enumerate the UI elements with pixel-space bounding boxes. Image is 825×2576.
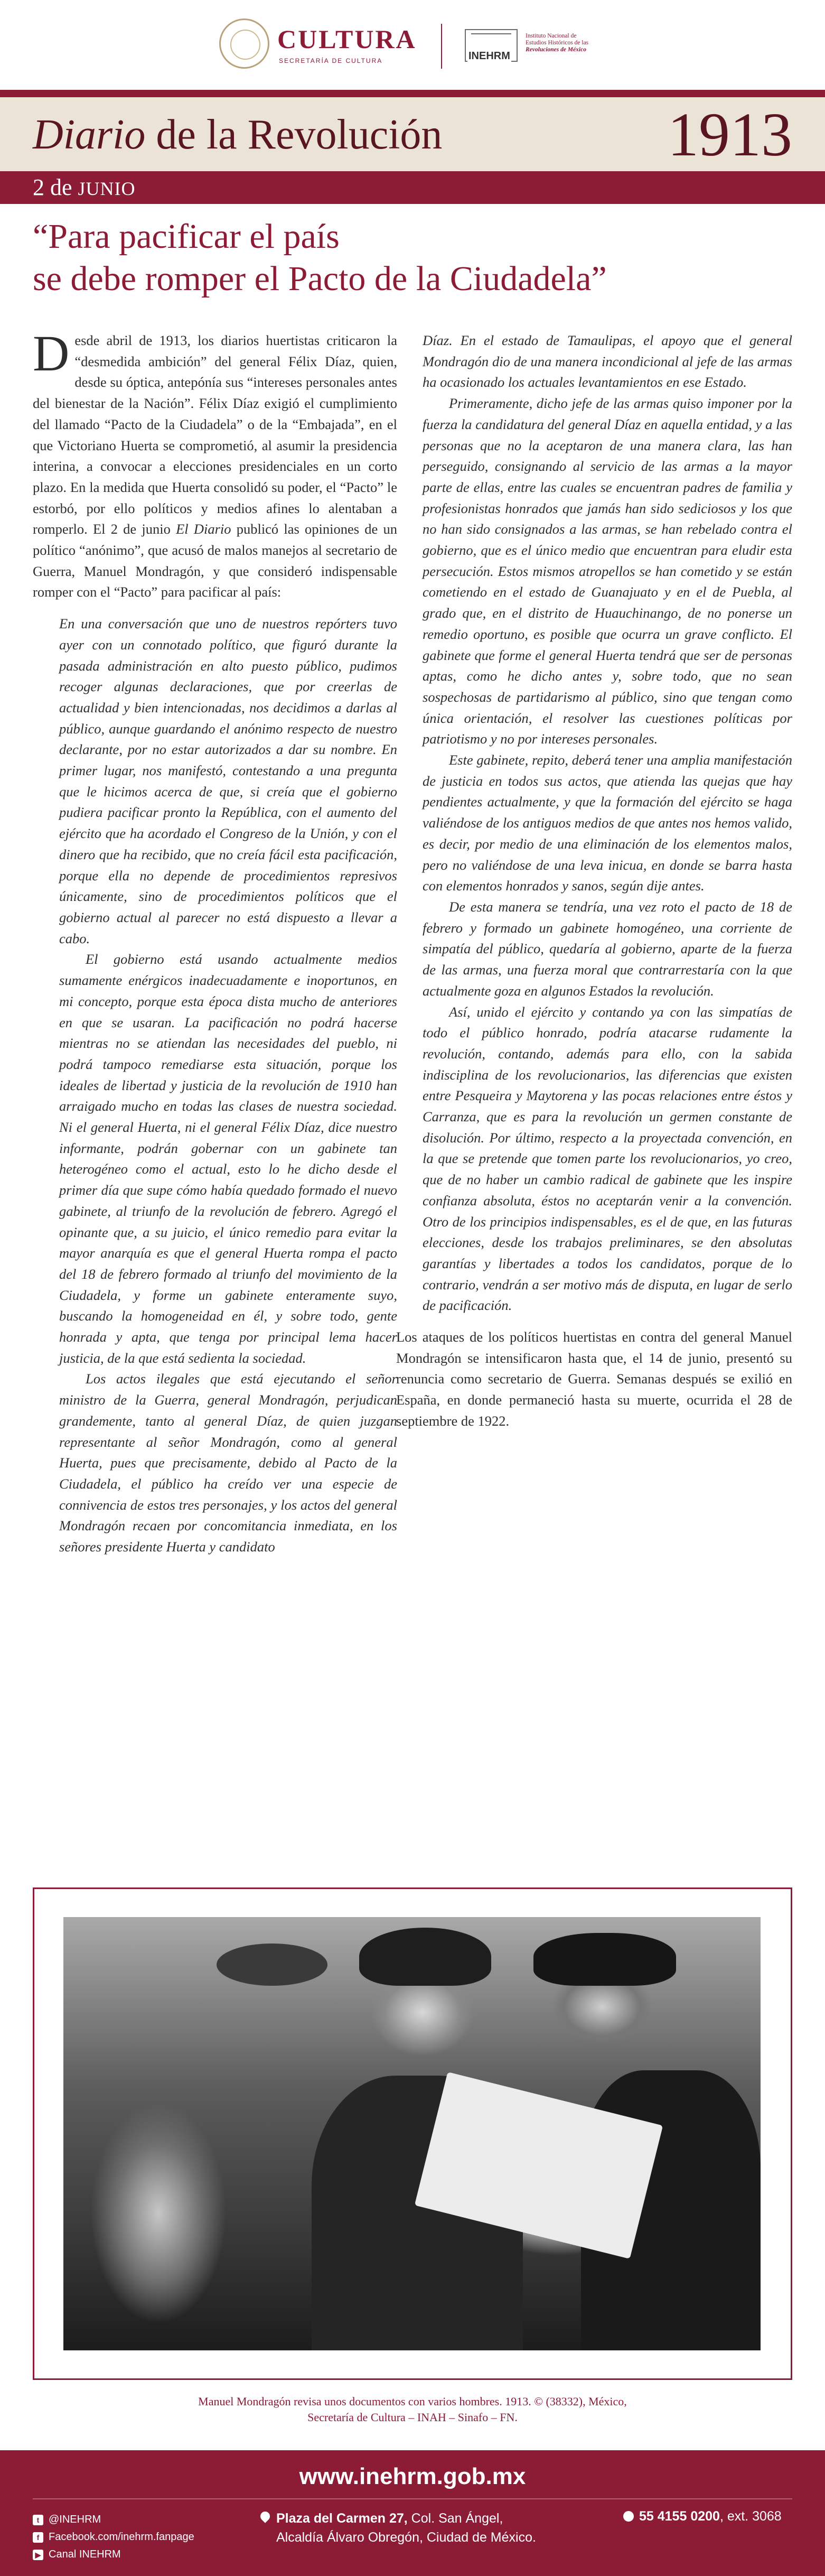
logo-divider	[441, 24, 442, 69]
youtube-icon: ▶	[33, 2550, 43, 2560]
phone-icon	[623, 2511, 634, 2522]
twitter-link[interactable]: t @INEHRM	[33, 2511, 194, 2528]
series-title: Diario de la Revolución	[33, 111, 443, 158]
date: 2 de JUNIO	[33, 174, 136, 200]
quote-paragraph: Así, unido el ejército y contando ya con las simpatías de todo el público honrado, podría atacarse rudamente la revolución, contando, además para ello, con la sabida indisciplina de los revolucionarios, las diferencias que existen entre Pesqueira y Maytorena y las pocas relaciones entre éstos y Carranza, que es para la revolución un germen constante de disolución. Por último, respecto a la proyectada convención, en la que se pretende que tomen parte los revolucionarios, yo creo, que de no haber un cambio radical de gabinete que les inspire confianza absoluta, éstos no aceptarán venir a la convención. Otro de los principios indispensables, es el de que, en las futuras elecciones, desde los trabajos preliminares, se den absolutas garantías y libertades a todos los candidatos, porque de lo contrario, vendrán a ser motivo más de disputa, en lugar de serlo de pacificación.	[423, 1003, 792, 1314]
photo-caption: Manuel Mondragón revisa unos documentos con varios hombres. 1913. © (38332), México, Secretaría de Cultura – INAH – Sinafo – FN.	[198, 2395, 627, 2424]
twitter-icon: t	[33, 2515, 43, 2525]
quote-paragraph: Primeramente, dicho jefe de las armas quiso imponer por la fuerza la candidatura del general Díaz en aquella entidad, y a las personas que no la aceptaron de una manera clara, las han perseguido, consignando al servicio de las armas a la mayor parte de ellas, entre las cuales se encuentran padres de familia y profesionistas honrados que jamás han sido sediciosos y los que no han sido consignados a las armas, se han rebelado contra el gobierno, que es el único medio que encuentran para eludir esta persecución. Estos mismos atropellos se han cometido y se están cometiendo en el estado de Guanajuato y en el de Puebla, al grado que, en el distrito de Huauchinango, de no ponerse un remedio oportuno, es posible que ocurra un grave conflicto. El gabinete que forme el general Huerta tendrá que ser de personas aptas, como he dicho antes y, sobre todo, que no sean sospechosas de partidarismo al público, sino que tengan como única orientación, el resolver las cuestiones políticas por patriotismo y no por intereses personales.	[423, 395, 792, 747]
facebook-icon: f	[33, 2532, 43, 2543]
quote-paragraph: Díaz. En el estado de Tamaulipas, el apoyo que el general Mondragón dio de una manera incondicional al jefe de las armas ha ocasionado los actuales levantamientos en ese Estado.	[423, 332, 792, 390]
intro-paragraph: Desde abril de 1913, los diarios huertistas criticaron la “desmedida ambición” del general Félix Díaz, quien, desde su óptica, antepónía sus “intereses personales antes del bienestar de la Nación”. Félix Díaz exigió el cumplimiento del llamado “Pacto de la Ciudadela” o de la “Embajada”, en el que Victoriano Huerta se comprometió, al asumir la presidencia interina, a convocar a elecciones presidenciales en un corto plazo. En la medida que Huerta consolidó su poder, el “Pacto” le estorbó, por ello políticos y medios afines lo alentaban a romperlo. El 2 de junio El Diario publicó las opiniones de un político “anónimo”, que acusó de malos manejos al secretario de Guerra, Manuel Mondragón, y que consideró indispensable romper con el “Pacto” para pacificar al país:	[33, 325, 397, 600]
social-links	[33, 2511, 194, 2563]
national-seal-icon	[219, 18, 269, 69]
logo-bar	[0, 0, 825, 90]
drop-cap: D	[33, 325, 70, 382]
article-column-left	[33, 325, 397, 1558]
cultura-subtitle: SECRETARÍA DE CULTURA	[279, 57, 383, 64]
inehrm-full-name: Instituto Nacional de Estudios Históricos de las Revoluciones de México	[526, 33, 589, 53]
phone: 55 4155 0200, ext. 3068	[623, 2509, 782, 2524]
quote-paragraph: Este gabinete, repito, deberá tener una amplia manifestación de justicia en todos sus actos, que atienda las quejas que hay pendientes actualmente, y que la formación del ejército se haga valiéndose de los antiguos medios de que antes nos hemos valido, es decir, por medio de una eliminación de los elementos malos, pero no valiéndose de una leva inicua, en donde se barra hasta con elementos honrados y sanos, según dije antes.	[423, 752, 792, 894]
quote-paragraph: En una conversación que uno de nuestros repórters tuvo ayer con un connotado político, que figuró durante la pasada administración en alto puesto público, pudimos recoger algunas declaraciones, que por creerlas de actualidad y bien intencionadas, nos decidimos a darlas al público, aunque guardando el anónimo respecto de nuestro declarante, por no estar autorizados a dar su nombre. En primer lugar, nos manifestó, contestando a una pregunta que le hicimos acerca de que, si creía que el gobierno pudiera pacificar pronto la República, con el aumento del ejército que ha acordado el Congreso de la Unión, y con el dinero que ha recibido, que no creía fácil esta pacificación, porque ella no depende de procedimientos represivos únicamente, sino de procedimientos políticos que el gobierno actual al parecer no está dispuesto a llevar a cabo.	[59, 616, 397, 946]
article-column-right	[396, 330, 792, 1432]
quote-paragraph: Los actos ilegales que está ejecutando el señor ministro de la Guerra, general Mondragón, perjudican grandemente, tanto al general Díaz, de quien juzgan representante al señor Mondragón, como al general Huerta, pues que precisamente, debido al Pacto de la Ciudadela, el público ha creído ver una especie de connivencia de estos tres personajes, y los actos del general Mondragón recaen por concomitancia inmediata, en los señores presidente Huerta y candidato	[59, 1371, 397, 1555]
quote-paragraph: De esta manera se tendría, una vez roto el pacto de 18 de febrero y formado un gabinete homogéneo, una corriente de simpatía del público, quedaría al gobierno, aparte de la fuerza de las armas, una fuerza moral que contrarrestaría con la que actualmente goza en algunos Estados la revolución.	[423, 898, 792, 999]
facebook-link[interactable]: f Facebook.com/inehrm.fanpage	[33, 2528, 194, 2546]
cultura-logo: CULTURA	[277, 24, 417, 54]
inehrm-logo: INEHRM	[468, 50, 510, 62]
historical-photo	[63, 1917, 761, 2350]
year: 1913	[668, 100, 792, 169]
website-link[interactable]: www.inehrm.gob.mx	[299, 2463, 526, 2489]
footer-divider	[33, 2498, 792, 2499]
closing-paragraph: Los ataques de los políticos huertistas en contra del general Manuel Mondragón se intensificaron hasta que, el 14 de junio, presentó su renuncia como secretario de Guerra. Semanas después se exilió en España, en donde permaneció hasta su muerte, ocurrida el 28 de septiembre de 1922.	[396, 1329, 792, 1429]
address: Plaza del Carmen 27, Col. San Ángel, Alcaldía Álvaro Obregón, Ciudad de México.	[276, 2509, 593, 2547]
youtube-link[interactable]: ▶ Canal INEHRM	[33, 2546, 194, 2563]
headline: “Para pacificar el país se debe romper el Pacto de la Ciudadela”	[33, 217, 607, 298]
quote-paragraph: El gobierno está usando actualmente medios sumamente enérgicos inadecuadamente e inoportunos, en mi concepto, porque esta época dista mucho de anteriores en que se usaran. La pacificación no podrá hacerse mientras no se atiendan las necesidades del pueblo, ni podrá tampoco remediarse esta situación, porque los ideales de libertad y justicia de la revolución de 1910 han arraigado mucho en todas las clases de nuestra sociedad. Ni el general Huerta, ni el general Félix Díaz, dice nuestro informante, podrán gobernar con un gabinete tan heterogéneo como el actual, esto lo he dicho desde el primer día que supe cómo había quedado formado el nuevo gabinete, al triunfo de la revolución de febrero. Agregó el opinante que, a su juicio, el único remedio para evitar la mayor anarquía es que el general Huerta rompa el pacto del 18 de febrero formado al triunfo del movimiento de la Ciudadela, y forme un gabinete enteramente suyo, buscando la homogeneidad en él, y sobre todo, gente honrada y apta, que tenga por principal lema hacer justicia, de la que está sedienta la sociedad.	[59, 951, 397, 1366]
header-top-rule	[0, 90, 825, 97]
